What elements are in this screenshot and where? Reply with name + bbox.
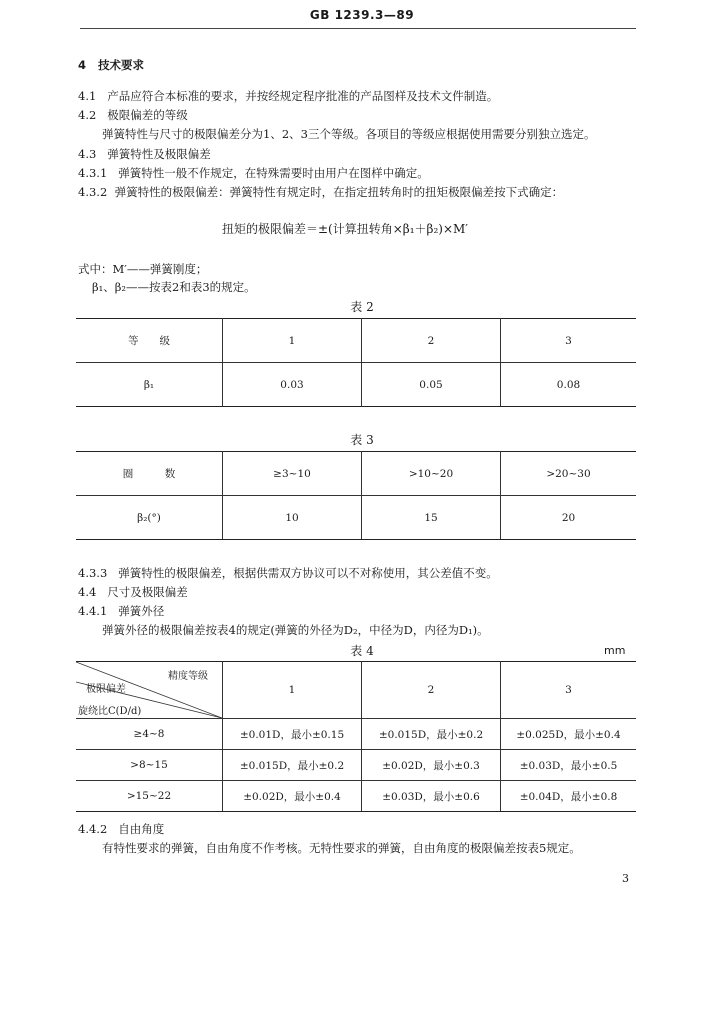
table-cell: ±0.02D，最小±0.4 <box>223 781 362 812</box>
page-number: 3 <box>622 872 629 885</box>
diag-label-deviation: 极限偏差 <box>86 684 126 695</box>
table-cell: ±0.03D，最小±0.6 <box>362 781 501 812</box>
clause-4-3-3 <box>78 566 498 580</box>
clause-number: 4.4.1 <box>78 604 108 618</box>
diag-label-grade: 精度等级 <box>168 671 208 682</box>
table-header-cell: 3 <box>501 662 637 719</box>
clause-number: 4.1 <box>78 89 97 103</box>
table-header-cell: 1 <box>223 662 362 719</box>
clause-text: 弹簧特性一般不作规定，在特殊需要时由用户在图样中确定。 <box>118 166 429 180</box>
table-4-caption: 表 4 <box>350 644 374 658</box>
diag-label-index: 旋绕比C(D/d) <box>78 706 142 717</box>
section-title: 技术要求 <box>98 58 145 72</box>
table-row <box>76 452 636 496</box>
clause-number: 4.3.1 <box>78 166 108 180</box>
clause-4-4-2-text: 有特性要求的弹簧，自由角度不作考核。无特性要求的弹簧，自由角度的极限偏差按表5规定。 <box>102 841 581 855</box>
formula-where-2: β₁、β₂——按表2和表3的规定。 <box>92 280 256 294</box>
clause-4-4 <box>78 585 188 599</box>
table-cell: 圈 数 <box>76 452 223 496</box>
table-cell: ±0.04D，最小±0.8 <box>501 781 637 812</box>
formula-where-1: 式中：M′——弹簧刚度； <box>78 262 208 276</box>
table-row <box>76 319 636 363</box>
clause-title: 弹簧特性及极限偏差 <box>107 147 211 161</box>
clause-4-3 <box>78 147 211 161</box>
clause-number: 4.3 <box>78 147 97 161</box>
clause-number: 4.4 <box>78 585 97 599</box>
table-cell: ≥3~10 <box>223 452 362 496</box>
table-cell: 15 <box>362 496 501 540</box>
clause-4-1 <box>78 89 498 103</box>
table-cell: 0.08 <box>501 363 637 407</box>
clause-number: 4.3.2 <box>78 185 108 199</box>
table-cell: 0.03 <box>223 363 362 407</box>
table-cell: ±0.015D，最小±0.2 <box>362 719 501 750</box>
table-3-caption: 表 3 <box>350 433 374 447</box>
diagonal-header-cell <box>76 662 223 719</box>
table-cell: β₁ <box>76 363 223 407</box>
clause-4-4-1-text: 弹簧外径的极限偏差按表4的规定(弹簧的外径为D₂，中径为D，内径为D₁)。 <box>102 623 489 637</box>
clause-number: 4.4.2 <box>78 822 108 836</box>
table-row <box>76 363 636 407</box>
table-cell: ±0.015D，最小±0.2 <box>223 750 362 781</box>
clause-text: 弹簧特性的极限偏差，根据供需双方协议可以不对称使用，其公差值不变。 <box>118 566 498 580</box>
table-4-unit: mm <box>604 644 626 657</box>
header-rule <box>80 28 636 29</box>
table-cell: >20~30 <box>501 452 637 496</box>
clause-title: 尺寸及极限偏差 <box>107 585 188 599</box>
clause-text: 弹簧特性的极限偏差：弹簧特性有规定时，在指定扭转角时的扭矩极限偏差按下式确定： <box>114 185 564 199</box>
table-row <box>76 750 636 781</box>
table-row <box>76 496 636 540</box>
table-cell: ±0.025D，最小±0.4 <box>501 719 637 750</box>
table-cell: 10 <box>223 496 362 540</box>
table-cell: 2 <box>362 319 501 363</box>
table-cell: ±0.03D，最小±0.5 <box>501 750 637 781</box>
clause-title: 弹簧外径 <box>118 604 165 618</box>
clause-number: 4.2 <box>78 108 97 122</box>
table-4 <box>76 661 636 812</box>
section-4-heading <box>78 58 144 72</box>
clause-title: 自由角度 <box>118 822 165 836</box>
table-cell: β₂(°) <box>76 496 223 540</box>
table-cell: ≥4~8 <box>76 719 223 750</box>
table-cell: 0.05 <box>362 363 501 407</box>
table-cell: >8~15 <box>76 750 223 781</box>
formula: 扭矩的极限偏差＝±(计算扭转角×β₁＋β₂)×M′ <box>222 222 469 236</box>
table-cell: 1 <box>223 319 362 363</box>
table-cell: 20 <box>501 496 637 540</box>
clause-4-2-text: 弹簧特性与尺寸的极限偏差分为1、2、3三个等级。各项目的等级应根据使用需要分别独立选定。 <box>102 127 596 141</box>
table-row <box>76 719 636 750</box>
table-cell: ±0.01D，最小±0.15 <box>223 719 362 750</box>
clause-text: 产品应符合本标准的要求，并按经规定程序批准的产品图样及技术文件制造。 <box>107 89 499 103</box>
clause-4-3-2 <box>78 185 563 199</box>
table-cell: >15~22 <box>76 781 223 812</box>
clause-4-2 <box>78 108 188 122</box>
clause-title: 极限偏差的等级 <box>107 108 188 122</box>
table-header-row <box>76 662 636 719</box>
table-cell: >10~20 <box>362 452 501 496</box>
table-cell: 3 <box>501 319 637 363</box>
clause-4-3-1 <box>78 166 429 180</box>
clause-number: 4.3.3 <box>78 566 108 580</box>
table-header-cell: 2 <box>362 662 501 719</box>
clause-4-4-2 <box>78 822 164 836</box>
table-cell: 等 级 <box>76 319 223 363</box>
table-cell: ±0.02D，最小±0.3 <box>362 750 501 781</box>
section-number: 4 <box>78 58 87 72</box>
table-row <box>76 781 636 812</box>
table-2 <box>76 318 636 407</box>
clause-4-4-1 <box>78 604 164 618</box>
table-2-caption: 表 2 <box>350 300 374 314</box>
table-3 <box>76 451 636 540</box>
page-header: GB 1239.3—89 <box>309 8 415 22</box>
